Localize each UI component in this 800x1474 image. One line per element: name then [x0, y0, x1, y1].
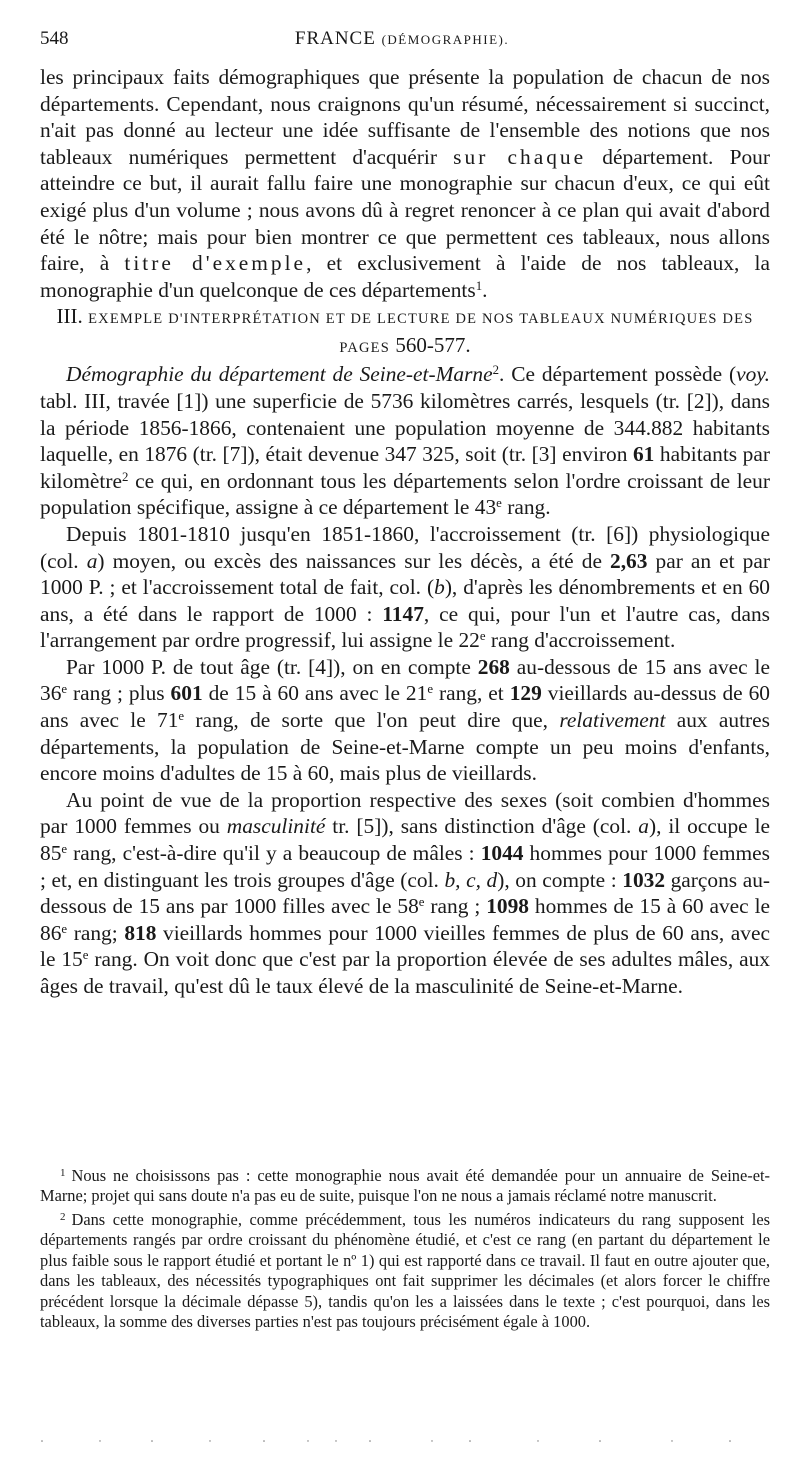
paragraph-seine-et-marne: Démographie du département de Seine-et-Marne$^2$. Ce département possède (voy. tabl. III, travée [1]) une superficie de 5736 kilomètres carrés, lesquels (tr. [2]), dans la période 1856-1866, contenaient une population moyenne de 344.882 habitants laquelle, en 1876 (tr. [7]), était devenue 347 325, soit (tr. [3] environ 61 habitants par kilomètre$^2$ ce qui, en ordonnant tous les départements selon l'ordre croissant de leur population spécifique, assigne à ce département le 43e rang. [40, 362, 770, 520]
running-title-main: FRANCE [294, 28, 376, 49]
section-heading [40, 303, 770, 361]
section-pages: 560-577. [395, 333, 471, 358]
footnote-2: $^2$ Dans cette monographie, comme précédemment, tous les numéros indicateurs du rang supposent les départements rangés par ordre croissant du phénomène étudié, et c'est ce rang (en partant du département le plus faible sous le rapport étudié et portant le nº 1) qui est rapporté dans ce travail. Il faut en outre ajouter que, dans les tableaux, des nécessités typographiques ont fait supprimer les décimales (et alors forcer le chiffre précédent lorsque la décimale dépasse 5), tandis qu'on les a laissées dans le texte ; c'est pourquoi, dans les tableaux, la somme des diverses parties n'est pas toujours précisément égale à 1000. [40, 1209, 770, 1332]
page-number: 548 [40, 28, 69, 49]
footnote-1: $^1$ Nous ne choisissons pas : cette monographie nous avait été demandée pour un annuaire de Seine-et-Marne; projet qui sans doute n'a pas eu de suite, puisque l'on ne nous a jamais réclamé notre manuscrit. [40, 1165, 770, 1206]
footnotes [40, 1163, 770, 1333]
main-text [40, 64, 770, 1000]
running-title-sub: (DÉMOGRAPHIE). [381, 32, 510, 47]
bottom-specks [40, 1438, 770, 1444]
paragraph-intro: les principaux faits démographiques que présente la population de chacun de nos départements. Cependant, nous craignons qu'un résumé, nécessairement si succinct, n'ait pas donné au lecteur une idée suffisante de l'ensemble des notions que nos tableaux numériques permettent d'acquérir sur chaque département. Pour atteindre ce but, il aurait fallu faire une monographie sur chacun d'eux, ce qui eût exigé plus d'un volume ; nous avons dû à regret renoncer à ce plan qui avait d'abord été le nôtre; mais pour bien montrer ce que permettent ces tableaux, nous allons faire, à titre d'exemple, et exclusivement à l'aide de nos tableaux, la monographie d'un quelconque de ces départements$^1$. [40, 65, 770, 302]
footnote-ref-2[interactable]: 2 [492, 363, 500, 378]
paragraph-ages: Par 1000 P. de tout âge (tr. [4]), on en compte 268 au-dessous de 15 ans avec le 36e rang ; plus 601 de 15 à 60 ans avec le 21e rang, et 129 vieillards au-dessus de 60 ans avec le 71e rang, de sorte que l'on peut dire que, relativement aux autres départements, la population de Seine-et-Marne compte un peu moins d'enfants, encore moins d'adultes de 15 à 60, mais plus de vieillards. [40, 654, 770, 786]
section-title: EXEMPLE D'INTERPRÉTATION ET DE LECTURE DE NOS TABLEAUX NUMÉRIQUES DES PAGES [88, 311, 754, 357]
paragraph-accroissement: Depuis 1801-1810 jusqu'en 1851-1860, l'accroissement (tr. [6]) physiologique (col. a) moyen, ou excès des naissances sur les décès, a été de 2,63 par an et par 1000 P. ; et l'accroissement total de fait, col. (b), d'après les dénombrements et en 60 ans, a été dans le rapport de 1000 : 1147, ce qui, pour l'un et l'autre cas, dans l'arrangement par ordre progressif, lui assigne le 22e rang d'accroissement. [40, 521, 770, 653]
footnote-mark: 2 [60, 1210, 66, 1223]
section-number: III. [56, 304, 83, 329]
running-header [40, 28, 764, 62]
running-title [40, 28, 764, 50]
footnote-mark: 1 [60, 1167, 66, 1179]
footnote-ref-1[interactable]: 1 [475, 278, 483, 293]
paragraph-masculinite: Au point de vue de la proportion respective des sexes (soit combien d'hommes par 1000 femmes ou masculinité tr. [5]), sans distinction d'âge (col. a), il occupe le 85e rang, c'est-à-dire qu'il y a beaucoup de mâles : 1044 hommes pour 1000 femmes ; et, en distinguant les trois groupes d'âge (col. b, c, d), on compte : 1032 garçons au-dessous de 15 ans par 1000 filles avec le 58e rang ; 1098 hommes de 15 à 60 avec le 86e rang; 818 vieillards hommes pour 1000 vieilles femmes de plus de 60 ans, avec le 15e rang. On voit donc que c'est par la proportion élevée de ses adultes mâles, aux âges de travail, qu'est dû le taux élevé de la masculinité de Seine-et-Marne. [40, 787, 771, 998]
